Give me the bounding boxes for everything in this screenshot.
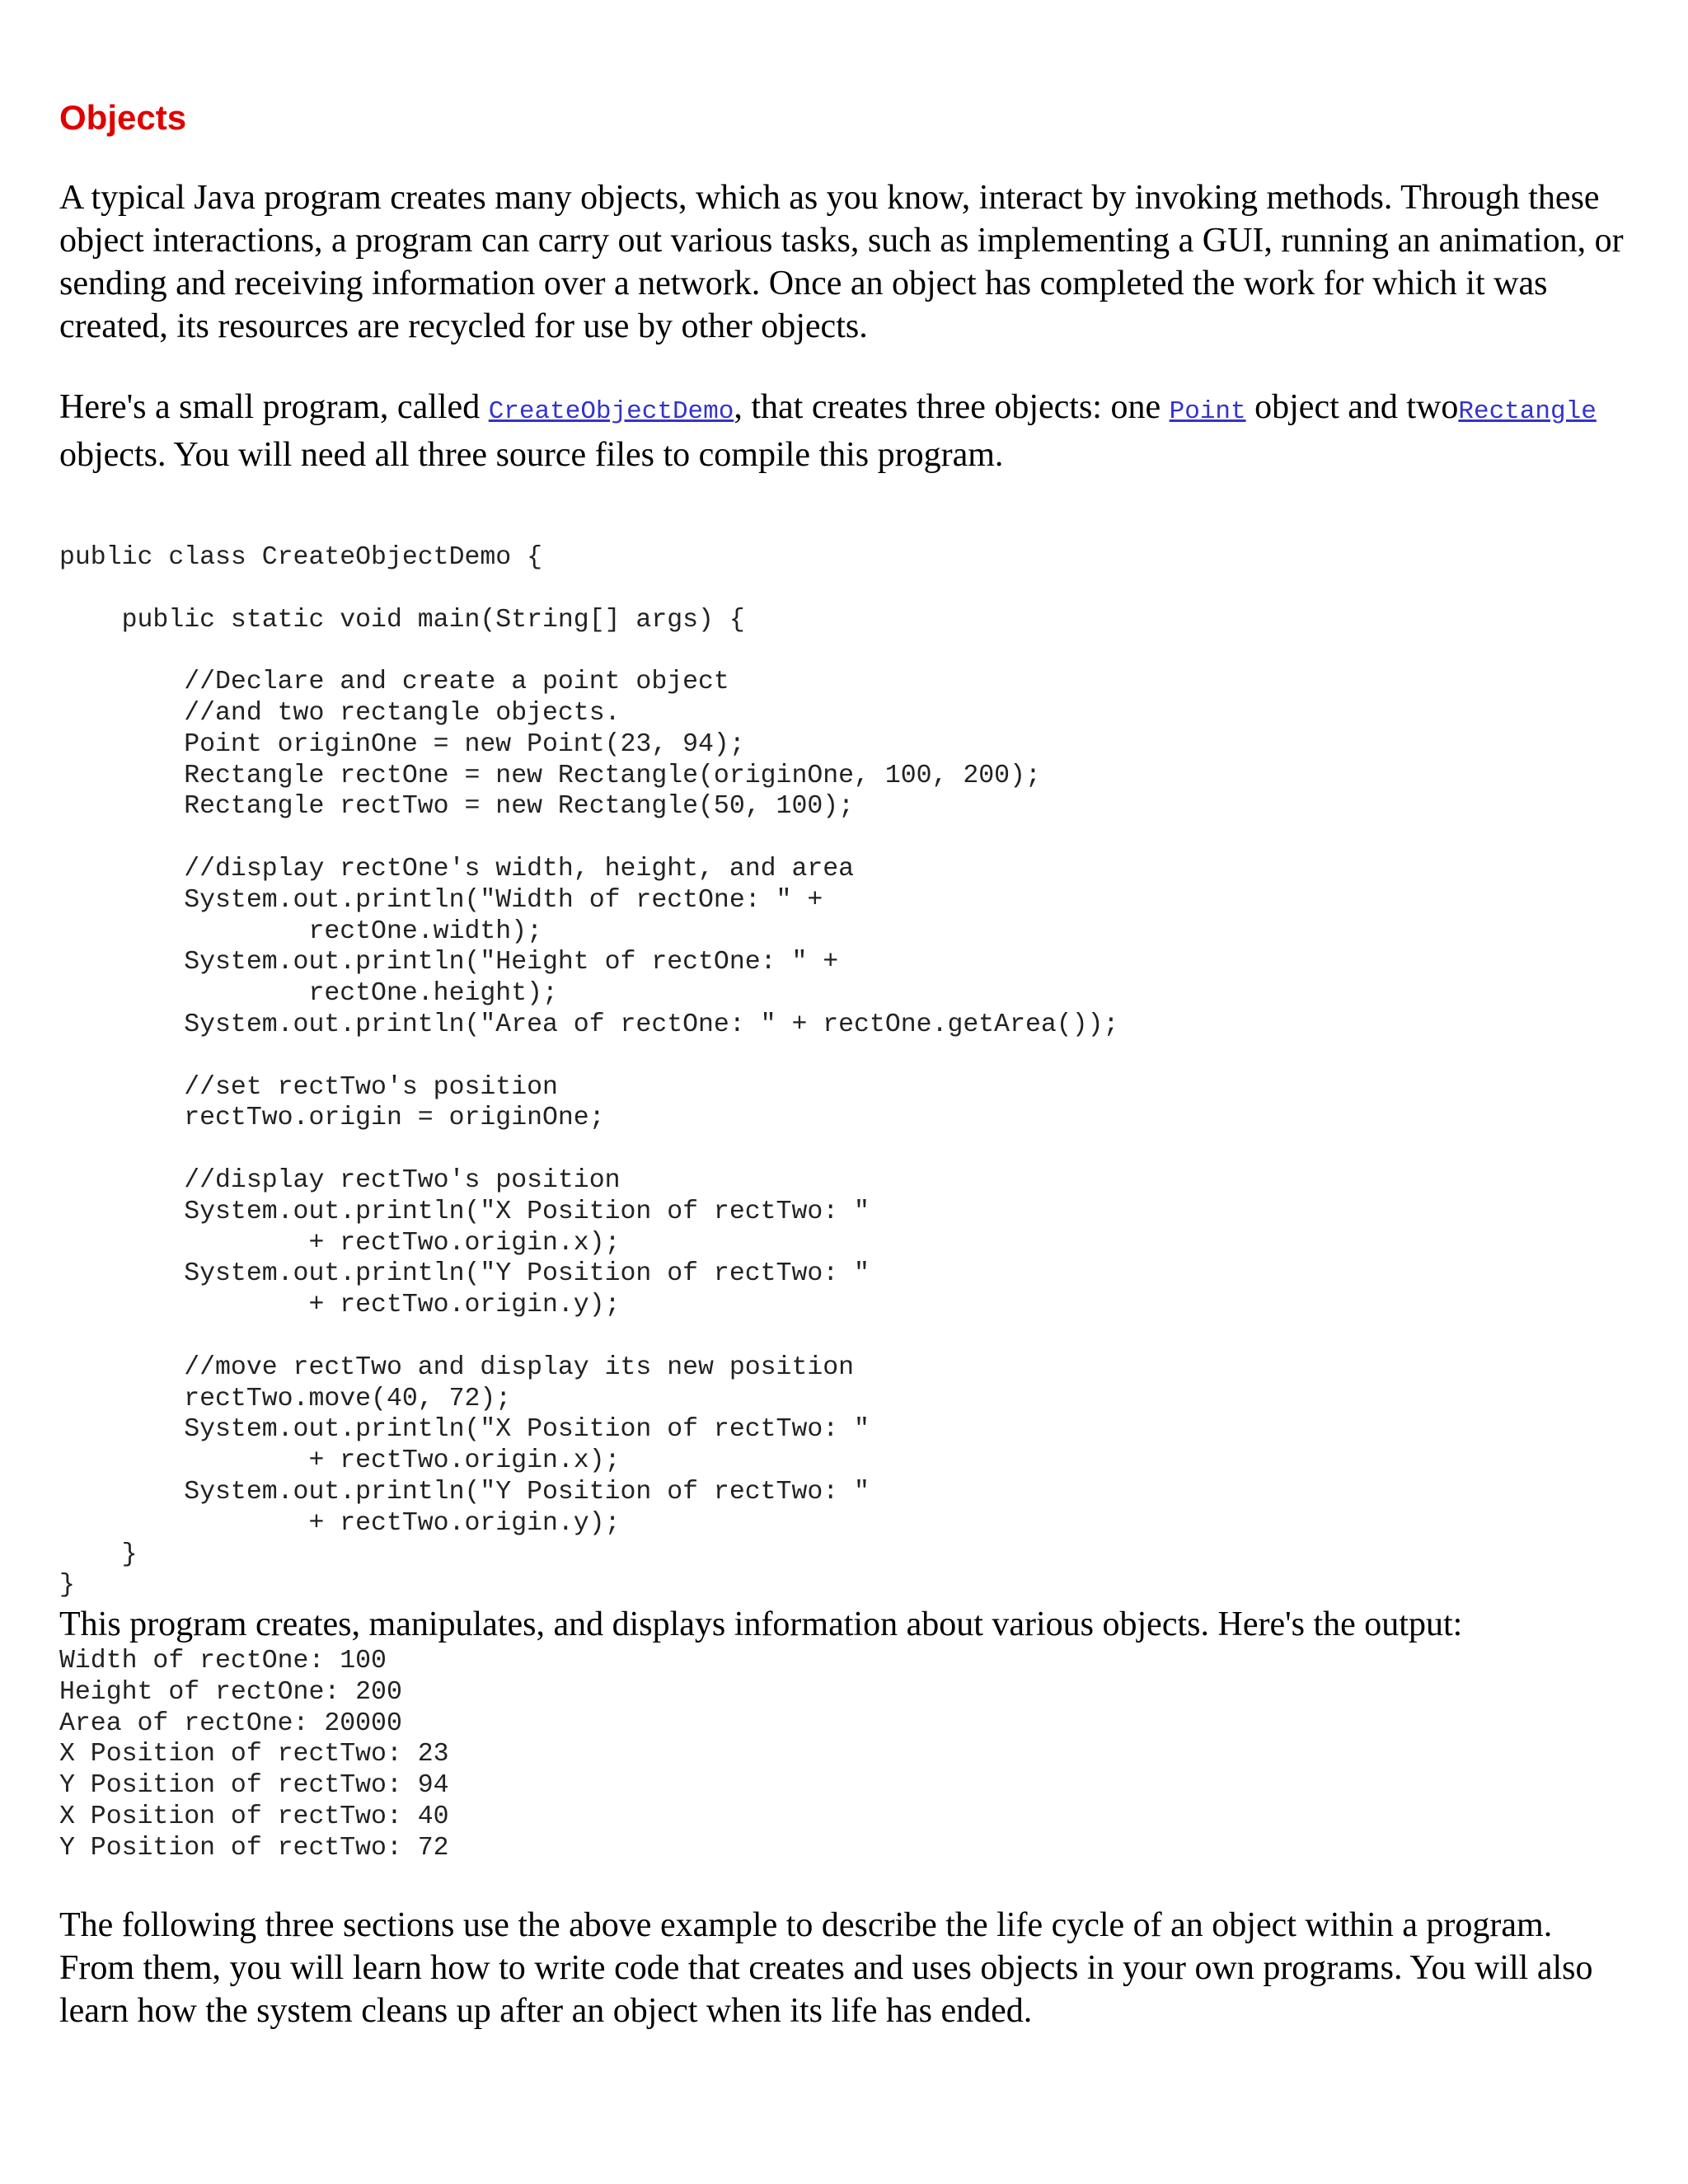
closing-paragraph: The following three sections use the above example to describe the life cycle of an object within a program. From them, you will learn how to write code that creates and uses objects in your own programs. You will also learn how the system cleans up after an object when its life has ended. [59,1905,1593,2030]
document-page [59,97,1625,2032]
output-intro-paragraph: This program creates, manipulates, and displays information about various objects. Here's the output: [59,1605,1463,1644]
program-text-3: object and two [1245,388,1459,426]
program-text-4: objects. You will need all three source files to compile this program. [59,436,1004,474]
program-text-2: , that creates three objects: one [734,388,1170,426]
intro-paragraph: A typical Java program creates many objects, which as you know, interact by invoking methods. Through these object interactions, a program can carry out various tasks, such as implementing a GUI, running an animation, or sending and receiving information over a network. Once an object has completed the work for which it was created, its resources are recycled for use by other objects. [59,179,1624,345]
program-output: Width of rectOne: 100 Height of rectOne: 200 Area of rectOne: 20000 X Position of rectTwo: 23 Y Position of rectTwo: 94 X Position of rectTwo: 40 Y Position of rectTwo: 72 [59,1647,449,1863]
link-rectangle[interactable]: Rectangle [1458,397,1597,426]
program-paragraph [59,386,1625,476]
page-title: Objects [59,98,187,137]
link-point[interactable]: Point [1169,397,1246,426]
program-text-1: Here's a small program, called [59,388,489,426]
code-listing: public class CreateObjectDemo { public static void main(String[] args) { //Declare and create a point object //and two rectangle objects. Point originOne = new Point(23, 94); Rectangle rectOne = new Rectangle(originOne, 100, 200); Rectangle rectTwo = new Rectangle(50, 100); //display rectOne's width, height, and area System.out.println("Width of rectOne: " + rectOne.width); System.out.println("Height of rectOne: " + rectOne.height); System.out.println("Area of rectOne: " + rectOne.getArea()); //set rectTwo's position rectTwo.origin = originOne; //display rectTwo's position System.out.println("X Position of rectTwo: " + rectTwo.origin.x); System.out.println("Y Position of rectTwo: " + rectTwo.origin.y); //move rectTwo and display its new position rectTwo.move(40, 72); System.out.println("X Position of rectTwo: " + rectTwo.origin.x); System.out.println("Y Position of rectTwo: " + rectTwo.origin.y); } } [59,543,1119,1601]
link-createobjectdemo[interactable]: CreateObjectDemo [488,397,734,426]
